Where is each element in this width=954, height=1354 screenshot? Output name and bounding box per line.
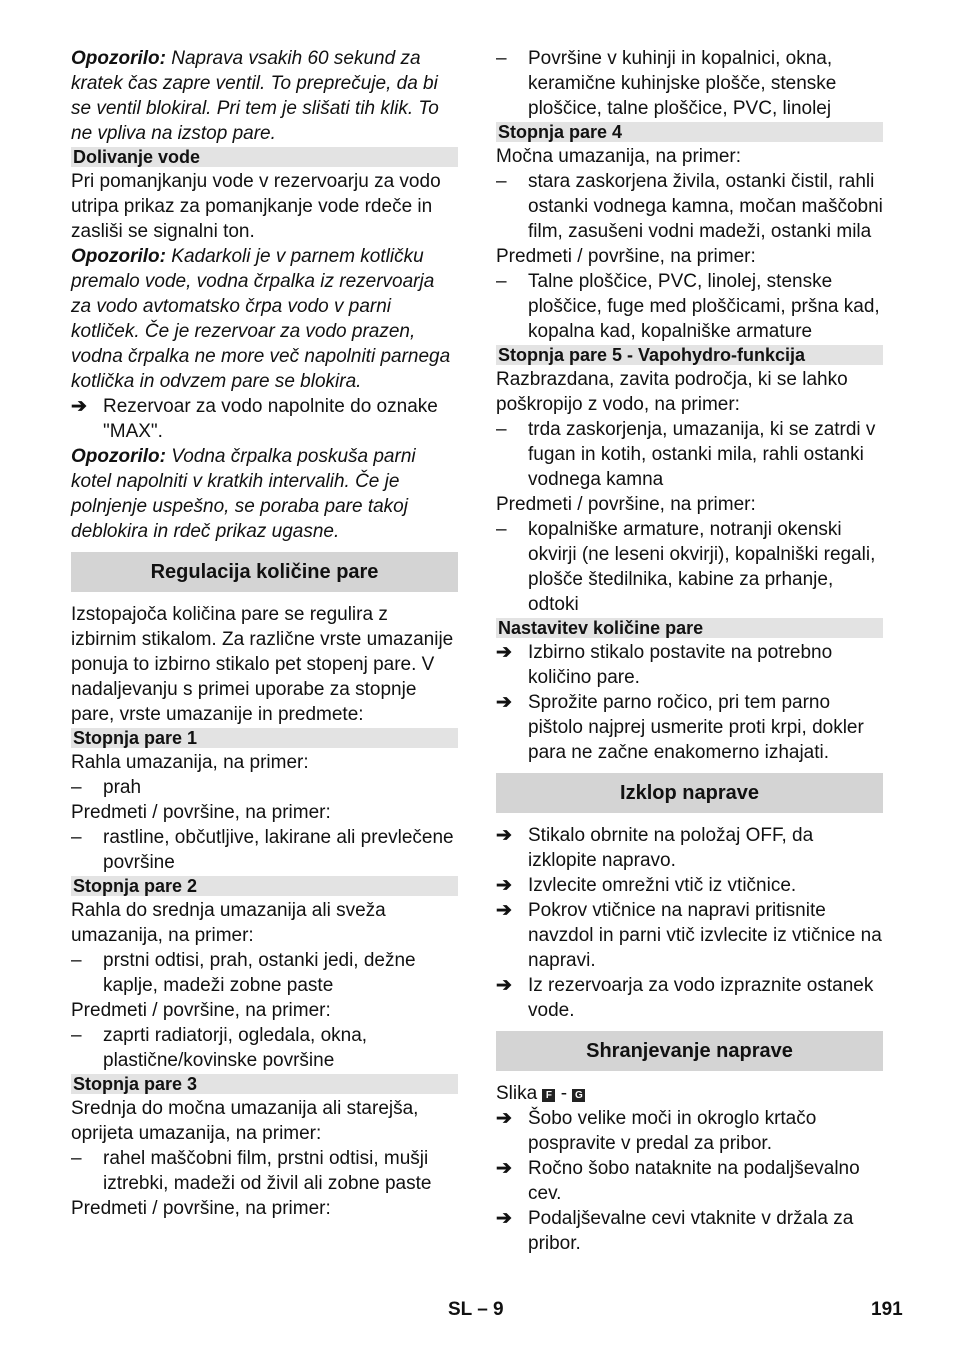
- list-item: – kopalniške armature, notranji okenski okvirji (ne leseni okvirji), kopalniški regali, plošče štedilnika, kabine za prhanje, odtoki: [496, 517, 883, 617]
- left-column: [71, 46, 458, 1221]
- subheading-dolivanje: Dolivanje vode: [71, 147, 458, 167]
- list-item: – Talne ploščice, PVC, linolej, stenske ploščice, fuge med ploščicami, pršna kad, kopalna kad, kopalniške armature: [496, 269, 883, 344]
- subheading-nastavitev: Nastavitev količine pare: [496, 618, 883, 638]
- step-item: [496, 690, 883, 765]
- paragraph: Razbrazdana, zavita področja, ki se lahko poškropijo z vodo, na primer:: [496, 369, 848, 415]
- paragraph: Srednja do močna umazanija ali starejša, oprijeta umazanija, na primer:: [71, 1098, 419, 1144]
- step-text: Podaljševalne cevi vtaknite v držala za pribor.: [528, 1208, 854, 1254]
- step-item: [496, 898, 883, 973]
- arrow-right-icon: ➔: [496, 642, 512, 663]
- paragraph: Rahla umazanija, na primer:: [71, 752, 309, 773]
- warning-note: [71, 444, 458, 544]
- step-item: [71, 394, 458, 444]
- step-text: Sprožite parno ročico, pri tem parno pištolo najprej usmerite proti krpi, dokler para ne začne enakomerno izhajati.: [528, 692, 864, 763]
- step-text: Izvlecite omrežni vtič iz vtičnice.: [528, 875, 797, 896]
- step-text: Stikalo obrnite na položaj OFF, da izklopite napravo.: [528, 825, 814, 871]
- figure-label: Slika: [496, 1083, 538, 1104]
- step-text: Iz rezervoarja za vodo izpraznite ostanek vode.: [528, 975, 874, 1021]
- arrow-right-icon: ➔: [496, 692, 512, 713]
- warning-label: Opozorilo:: [71, 48, 166, 69]
- paragraph: Predmeti / površine, na primer:: [71, 1000, 331, 1021]
- section-heading-regulacija: Regulacija količine pare: [71, 552, 458, 592]
- arrow-right-icon: ➔: [496, 1158, 512, 1179]
- list-item: – trda zaskorjenja, umazanija, ki se zatrdi v fugan in kotih, ostanki mila, rahli ostanki vodnega kamna: [496, 417, 883, 492]
- right-column: [496, 46, 883, 1256]
- section-heading-shranjevanje: Shranjevanje naprave: [496, 1031, 883, 1071]
- list-item: – prah: [71, 775, 458, 800]
- step-item: [496, 873, 883, 898]
- list-item: – Površine v kuhinji in kopalnici, okna, keramične kuhinjske plošče, stenske ploščice, talne ploščice, PVC, linolej: [496, 46, 883, 121]
- step-item: [496, 640, 883, 690]
- list-item: – prstni odtisi, prah, ostanki jedi, dežne kaplje, madeži zobne paste: [71, 948, 458, 998]
- figure-dash: -: [560, 1083, 568, 1104]
- subheading-stopnja-3: Stopnja pare 3: [71, 1074, 458, 1094]
- arrow-right-icon: ➔: [71, 396, 87, 417]
- paragraph: Predmeti / površine, na primer:: [496, 246, 756, 267]
- arrow-right-icon: ➔: [496, 900, 512, 921]
- paragraph: Izstopajoča količina pare se regulira z izbirnim stikalom. Za različne vrste umazanije ponuja to izbirno stikalo pet stopenj pare. V nadaljevanju s primei uporabe za stopnje pare, vrste umazanije in predmete:: [71, 604, 454, 725]
- arrow-right-icon: ➔: [496, 975, 512, 996]
- step-item: [496, 1156, 883, 1206]
- arrow-right-icon: ➔: [496, 825, 512, 846]
- paragraph: Predmeti / površine, na primer:: [71, 1198, 331, 1219]
- step-item: [496, 1106, 883, 1156]
- warning-note: [71, 46, 458, 146]
- section-heading-izklop: Izklop naprave: [496, 773, 883, 813]
- list-item: – zaprti radiatorji, ogledala, okna, plastične/kovinske površine: [71, 1023, 458, 1073]
- subheading-stopnja-5: Stopnja pare 5 - Vapohydro-funkcija: [496, 345, 883, 365]
- warning-label: Opozorilo:: [71, 446, 166, 467]
- step-item: [496, 823, 883, 873]
- figure-f-icon: F: [542, 1089, 555, 1102]
- step-text: Ročno šobo nataknite na podaljševalno cev.: [528, 1158, 860, 1204]
- warning-text: Vodna črpalka poskuša parni kotel napolniti v kratkih intervalih. Če je polnjenje uspešno, se poraba pare takoj deblokira in rdeč prikaz ugasne.: [71, 446, 416, 542]
- arrow-right-icon: ➔: [496, 1208, 512, 1229]
- paragraph: Predmeti / površine, na primer:: [71, 802, 331, 823]
- step-item: [496, 1206, 883, 1256]
- step-text: Pokrov vtičnice na napravi pritisnite navzdol in parni vtič izvlecite iz vtičnice na napravi.: [528, 900, 882, 971]
- list-item: – rahel maščobni film, prstni odtisi, mušji iztrebki, madeži od živil ali zobne paste: [71, 1146, 458, 1196]
- paragraph: Rahla do srednja umazanija ali sveža umazanija, na primer:: [71, 900, 386, 946]
- subheading-stopnja-2: Stopnja pare 2: [71, 876, 458, 896]
- subheading-stopnja-4: Stopnja pare 4: [496, 122, 883, 142]
- step-text: Izbirno stikalo postavite na potrebno količino pare.: [528, 642, 833, 688]
- warning-note: [71, 244, 458, 394]
- warning-text: Kadarkoli je v parnem kotličku premalo vode, vodna črpalka iz rezervoarja za vodo avtomatsko črpa vodo v parni kotliček. Če je rezervoar za vodo prazen, vodna črpalka ne more več napolniti parnega kotlička in odvzem pare se blokira.: [71, 246, 451, 392]
- paragraph: Pri pomanjkanju vode v rezervoarju za vodo utripa prikaz za pomanjkanje vode rdeče in zasliši se signalni ton.: [71, 171, 441, 242]
- paragraph: Močna umazanija, na primer:: [496, 146, 741, 167]
- warning-text: Naprava vsakih 60 sekund za kratek čas zapre ventil. To preprečuje, da bi se ventil blokiral. Pri tem je slišati tih klik. To ne vpliva na izstop pare.: [71, 48, 439, 144]
- arrow-right-icon: ➔: [496, 1108, 512, 1129]
- paragraph: Predmeti / površine, na primer:: [496, 494, 756, 515]
- step-text: Rezervoar za vodo napolnite do oznake "MAX".: [103, 396, 438, 442]
- page-number: 191: [871, 1299, 903, 1320]
- warning-label: Opozorilo:: [71, 246, 166, 267]
- list-item: – stara zaskorjena živila, ostanki čistil, rahli ostanki vodnega kamna, močan maščobni film, zasušeni vodni madeži, ostanki mila: [496, 169, 883, 244]
- step-item: [496, 973, 883, 1023]
- figure-reference: [496, 1081, 883, 1106]
- list-item: – rastline, občutljive, lakirane ali prevlečene površine: [71, 825, 458, 875]
- figure-g-icon: G: [572, 1089, 585, 1102]
- step-text: Šobo velike moči in okroglo krtačo pospravite v predal za pribor.: [528, 1108, 817, 1154]
- page-label: SL – 9: [448, 1299, 504, 1320]
- arrow-right-icon: ➔: [496, 875, 512, 896]
- subheading-stopnja-1: Stopnja pare 1: [71, 728, 458, 748]
